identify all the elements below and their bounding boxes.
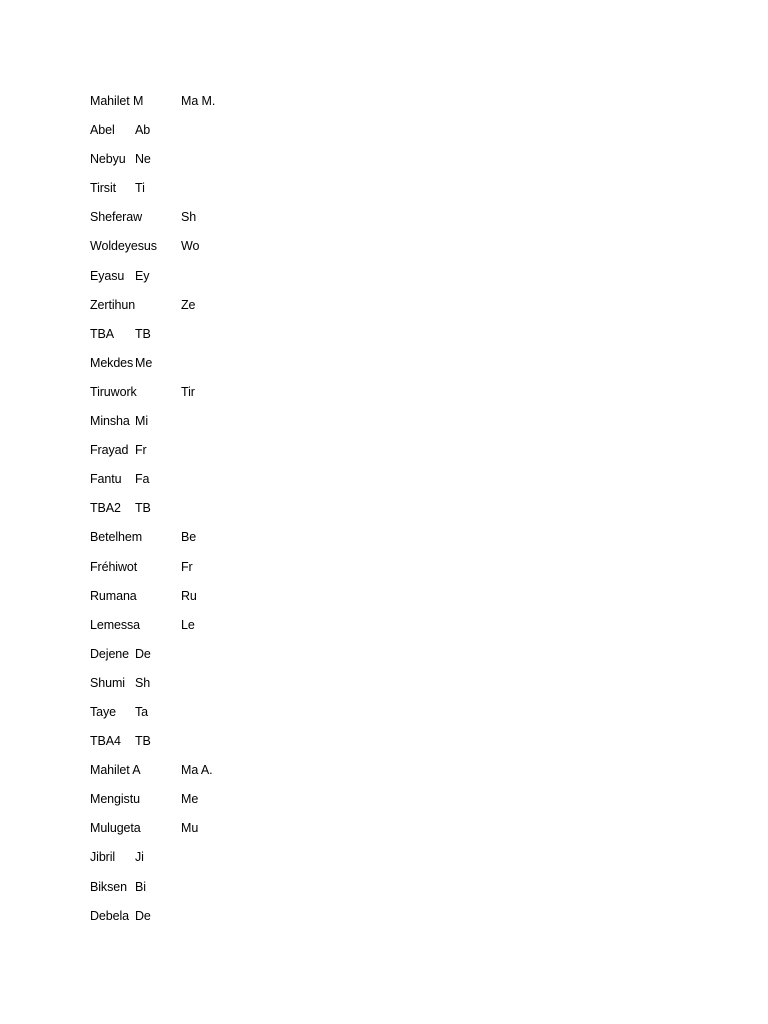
list-row — [90, 819, 390, 848]
full-name-cell: Minsha — [90, 414, 130, 429]
list-row — [90, 470, 390, 499]
full-name-cell: Dejene — [90, 646, 130, 661]
abbreviation-cell: Ji — [135, 850, 144, 865]
abbreviation-cell: Mi — [135, 414, 148, 429]
abbreviation-cell: Ma M. — [181, 94, 216, 108]
full-name-cell: Tirsit — [90, 181, 117, 196]
list-row — [90, 616, 390, 645]
full-name-cell: Shumi — [90, 675, 125, 690]
abbreviation-cell: Ru — [181, 588, 197, 603]
list-row — [90, 412, 390, 441]
abbreviation-cell: Ze — [181, 297, 196, 312]
full-name-cell: Nebyu — [90, 152, 126, 167]
full-name-cell: Fantu — [90, 472, 122, 487]
full-name-cell: Biksen — [90, 879, 127, 894]
abbreviation-cell: Be — [181, 530, 197, 545]
abbreviation-cell: Mu — [181, 821, 199, 836]
full-name-cell: Frayad — [90, 443, 129, 458]
abbreviation-cell: Wo — [181, 239, 200, 254]
abbreviation-cell: De — [135, 646, 151, 661]
full-name-cell: Mulugeta — [90, 821, 141, 836]
list-row — [90, 237, 390, 266]
list-row — [90, 354, 390, 383]
abbreviation-cell: Sh — [135, 675, 151, 690]
full-name-cell: TBA — [90, 326, 115, 341]
abbreviation-cell: De — [135, 908, 151, 923]
list-row — [90, 441, 390, 470]
abbreviation-cell: Bi — [135, 879, 146, 894]
full-name-cell: Woldeyesus — [90, 239, 157, 254]
list-row — [90, 558, 390, 587]
list-row — [90, 732, 390, 761]
list-row — [90, 121, 390, 150]
abbreviation-cell: Le — [181, 617, 195, 632]
full-name-cell: Rumana — [90, 588, 137, 603]
full-name-cell: Lemessa — [90, 617, 141, 632]
full-name-cell: Zertihun — [90, 297, 136, 312]
list-row — [90, 645, 390, 674]
full-name-cell: TBA2 — [90, 501, 121, 516]
list-row — [90, 907, 390, 936]
list-row — [90, 790, 390, 819]
list-row — [90, 703, 390, 732]
full-name-cell: Mekdes — [90, 355, 134, 370]
list-row — [90, 179, 390, 208]
abbreviation-cell: Fa — [135, 472, 150, 487]
abbreviation-cell: Ti — [135, 181, 145, 196]
list-row — [90, 267, 390, 296]
full-name-cell: Mahilet M — [90, 94, 144, 108]
list-row — [90, 92, 390, 121]
full-name-cell: Taye — [90, 704, 117, 719]
list-row — [90, 587, 390, 616]
list-row — [90, 528, 390, 557]
abbreviation-cell: Me — [135, 355, 153, 370]
abbreviation-cell: Sh — [181, 210, 197, 225]
list-row — [90, 878, 390, 907]
full-name-cell: Debela — [90, 908, 130, 923]
full-name-cell: Mengistu — [90, 792, 140, 807]
list-row — [90, 499, 390, 528]
list-row — [90, 208, 390, 237]
full-name-cell: Mahilet A — [90, 763, 141, 778]
full-name-cell: Sheferaw — [90, 210, 143, 225]
name-abbreviation-list — [90, 92, 390, 936]
abbreviation-cell: Ab — [135, 123, 151, 138]
abbreviation-cell: Ma A. — [181, 763, 213, 778]
abbreviation-cell: Ne — [135, 152, 151, 167]
list-row — [90, 296, 390, 325]
abbreviation-cell: Fr — [135, 443, 147, 458]
full-name-cell: Tiruwork — [90, 384, 137, 399]
list-row — [90, 674, 390, 703]
list-row — [90, 383, 390, 412]
full-name-cell: Abel — [90, 123, 115, 138]
abbreviation-cell: Fr — [181, 559, 193, 574]
full-name-cell: Eyasu — [90, 268, 125, 283]
abbreviation-cell: Ey — [135, 268, 150, 283]
abbreviation-cell: Tir — [181, 384, 195, 399]
list-row — [90, 761, 390, 790]
full-name-cell: Betelhem — [90, 530, 143, 545]
abbreviation-cell: TB — [135, 501, 151, 516]
list-row — [90, 848, 390, 877]
full-name-cell: Fréhiwot — [90, 559, 138, 574]
abbreviation-cell: Me — [181, 792, 199, 807]
list-row — [90, 325, 390, 354]
abbreviation-cell: TB — [135, 326, 151, 341]
list-row — [90, 150, 390, 179]
abbreviation-cell: Ta — [135, 704, 149, 719]
full-name-cell: TBA4 — [90, 734, 121, 749]
full-name-cell: Jibril — [90, 850, 116, 865]
abbreviation-cell: TB — [135, 734, 151, 749]
